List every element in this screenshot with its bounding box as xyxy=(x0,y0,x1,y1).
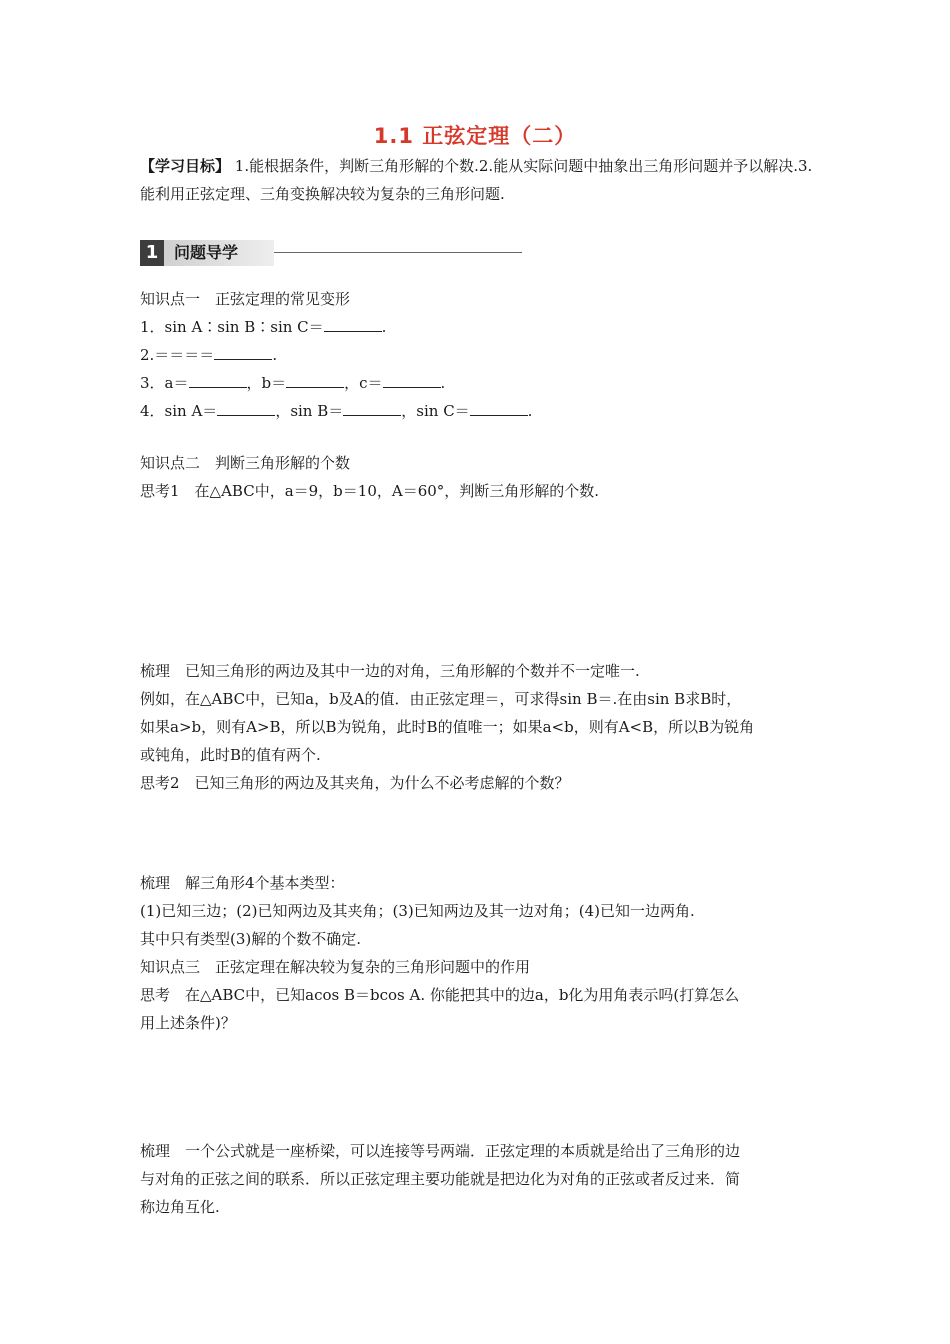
sort-2-line-1: 梳理 解三角形4个基本类型： xyxy=(140,874,345,892)
section-divider xyxy=(274,252,522,253)
think-1: 思考1 在△ABC中，a＝9，b＝10，A＝60°，判断三角形解的个数. xyxy=(140,482,600,500)
sort-2-line-2: (1)已知三边；(2)已知两边及其夹角；(3)已知两边及其一边对角；(4)已知一边两角. xyxy=(140,902,695,920)
sort-3-line-2: 与对角的正弦之间的联系．所以正弦定理主要功能就是把边化为对角的正弦或者反过来．简 xyxy=(140,1170,741,1188)
section-header xyxy=(140,240,522,266)
answer-blank xyxy=(470,401,528,416)
k1-item-3a-text: 3．a＝ xyxy=(140,374,189,392)
k1-item-4: 4．sin A＝ ，sin B＝ ，sin C＝ . xyxy=(140,402,533,420)
think-3-line-2: 用上述条件)？ xyxy=(140,1014,236,1032)
k1-item-3c-text: ，c＝ xyxy=(344,374,383,392)
objectives-tag: 【学习目标】 xyxy=(140,157,231,175)
answer-blank xyxy=(189,373,247,388)
sort-1-line-2: 例如，在△ABC中，已知a，b及A的值．由正弦定理＝，可求得sin B＝.在由sin B求B时， xyxy=(140,690,742,708)
sort-3-line-3: 称边角互化. xyxy=(140,1198,220,1216)
k1-item-4b-text: ，sin B＝ xyxy=(275,402,344,420)
think-3-line-1: 思考 在△ABC中，已知acos B＝bcos A. 你能把其中的边a，b化为用角表示吗(打算怎么 xyxy=(140,986,740,1004)
answer-blank xyxy=(214,345,272,360)
sort-1-line-4: 或钝角，此时B的值有两个. xyxy=(140,746,321,764)
k1-item-3: 3．a＝ ，b＝ ，c＝ . xyxy=(140,374,446,392)
answer-blank xyxy=(324,317,382,332)
answer-blank xyxy=(343,401,401,416)
answer-blank xyxy=(383,373,441,388)
k1-item-4c-text: ，sin C＝ xyxy=(401,402,470,420)
answer-blank xyxy=(286,373,344,388)
objectives-text: 1.能根据条件，判断三角形解的个数.2.能从实际问题中抽象出三角形问题并予以解决.3.能利用正弦定理、三角变换解决较为复杂的三角形问题. xyxy=(140,157,813,203)
learning-objectives xyxy=(140,152,820,208)
k1-item-1-text: 1．sin A∶sin B∶sin C＝ xyxy=(140,318,324,336)
knowledge-point-3-title: 知识点三 正弦定理在解决较为复杂的三角形问题中的作用 xyxy=(140,958,531,976)
section-label: 问题导学 xyxy=(164,240,274,266)
sort-1-line-1: 梳理 已知三角形的两边及其中一边的对角，三角形解的个数并不一定唯一. xyxy=(140,662,640,680)
k1-item-4a-text: 4．sin A＝ xyxy=(140,402,218,420)
think-2: 思考2 已知三角形的两边及其夹角，为什么不必考虑解的个数？ xyxy=(140,774,570,792)
knowledge-point-2-title: 知识点二 判断三角形解的个数 xyxy=(140,454,351,472)
section-number: 1 xyxy=(140,240,164,266)
k1-item-1: 1．sin A∶sin B∶sin C＝ . xyxy=(140,318,387,336)
sort-1-line-3: 如果a>b，则有A>B，所以B为锐角，此时B的值唯一；如果a<b，则有A<B，所以B为锐角 xyxy=(140,718,755,736)
k1-item-2-text: 2.＝＝＝＝ xyxy=(140,346,215,364)
k1-item-3b-text: ，b＝ xyxy=(246,374,287,392)
answer-blank xyxy=(217,401,275,416)
sort-3-line-1: 梳理 一个公式就是一座桥梁，可以连接等号两端．正弦定理的本质就是给出了三角形的边 xyxy=(140,1142,741,1160)
knowledge-point-1-title: 知识点一 正弦定理的常见变形 xyxy=(140,290,351,308)
k1-item-2: 2.＝＝＝＝ . xyxy=(140,346,278,364)
sort-2-line-3: 其中只有类型(3)解的个数不确定. xyxy=(140,930,362,948)
page-title: 1.1 正弦定理（二） xyxy=(373,124,577,148)
